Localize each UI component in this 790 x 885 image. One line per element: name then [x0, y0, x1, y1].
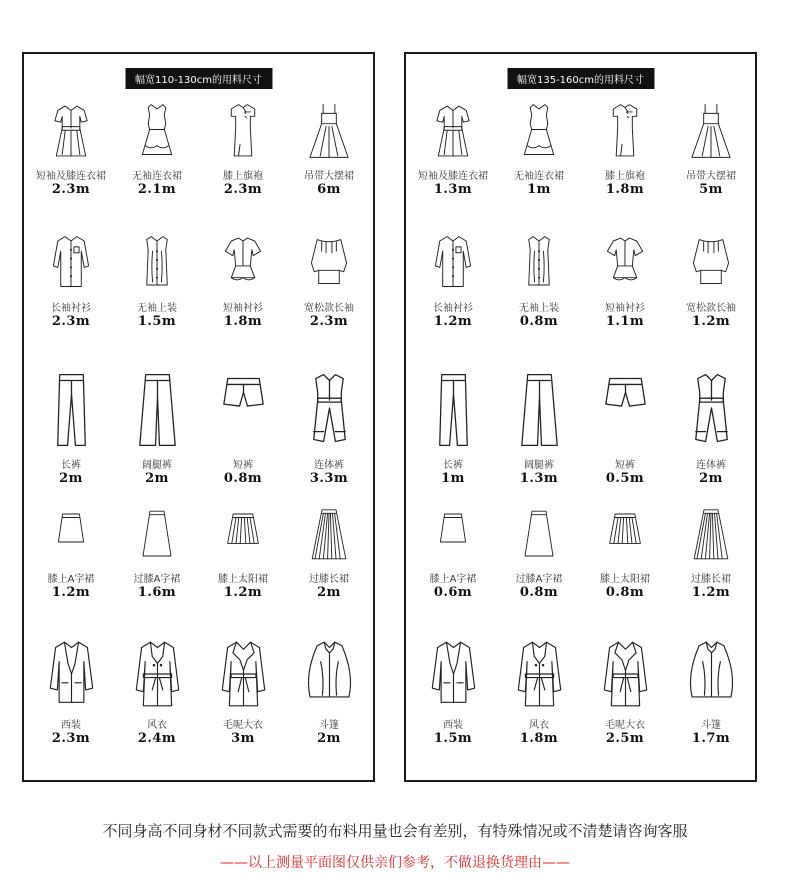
garment-item	[114, 229, 200, 329]
garment-item	[496, 634, 582, 746]
garment-name: 连体裤	[314, 460, 344, 471]
garment-name: 无袖连衣裙	[132, 171, 182, 182]
garment-name: 长袖衬衫	[51, 303, 91, 314]
fabric-amount: 0.8m	[223, 471, 263, 486]
garment-name: 风衣	[529, 720, 549, 731]
short-sleeve-blouse-icon	[603, 229, 647, 297]
garment-name: 膝上A字裙	[429, 574, 477, 585]
garment-name: 无袖上装	[519, 303, 559, 314]
garment-name: 无袖连衣裙	[514, 171, 564, 182]
long-sleeve-shirt-icon	[49, 229, 93, 297]
garment-item	[286, 634, 372, 746]
fabric-amount: 2.4m	[137, 731, 177, 746]
garment-item	[668, 97, 754, 197]
fabric-amount: 0.8m	[519, 314, 559, 329]
suit-jacket-icon	[427, 634, 480, 714]
garment-item	[496, 366, 582, 486]
fabric-amount: 1.8m	[223, 314, 263, 329]
sleeveless-dress-icon	[135, 97, 179, 165]
fabric-amount: 1.3m	[433, 182, 473, 197]
fabric-amount: 1m	[441, 471, 465, 486]
fabric-amount: 1.8m	[605, 182, 645, 197]
a-line-skirt-short-icon	[50, 502, 92, 568]
pleated-skirt-short-icon	[604, 502, 646, 568]
fabric-panel-135-160	[404, 52, 757, 782]
garment-item	[496, 502, 582, 600]
fabric-amount: 1.5m	[433, 731, 473, 746]
fabric-amount: 2m	[317, 731, 341, 746]
garment-item	[286, 97, 372, 197]
fabric-amount: 3m	[231, 731, 255, 746]
strap-maxi-dress-icon	[307, 97, 351, 165]
long-pants-icon	[424, 366, 483, 454]
pleated-skirt-long-icon	[690, 502, 732, 568]
fabric-amount: 2.3m	[51, 731, 91, 746]
pleated-skirt-short-icon	[222, 502, 264, 568]
fabric-amount: 2.3m	[309, 314, 349, 329]
garment-item	[582, 366, 668, 486]
garment-name: 斗篷	[319, 720, 339, 731]
wide-leg-pants-icon	[128, 366, 187, 454]
fabric-amount: 1.6m	[137, 585, 177, 600]
fabric-amount: 5m	[699, 182, 723, 197]
garment-item	[28, 229, 114, 329]
sleeveless-top-icon	[135, 229, 179, 297]
fabric-amount: 2m	[145, 471, 169, 486]
cape-icon	[685, 634, 738, 714]
wide-leg-pants-icon	[510, 366, 569, 454]
garment-name: 西装	[443, 720, 463, 731]
shorts-icon	[596, 366, 655, 454]
garment-item	[286, 366, 372, 486]
fabric-amount: 2.5m	[605, 731, 645, 746]
fabric-amount: 2.3m	[51, 182, 91, 197]
garment-name: 长裤	[443, 460, 463, 471]
shorts-icon	[214, 366, 273, 454]
cape-icon	[303, 634, 356, 714]
garment-item	[114, 366, 200, 486]
suit-jacket-icon	[45, 634, 98, 714]
strap-maxi-dress-icon	[689, 97, 733, 165]
garment-item	[582, 634, 668, 746]
garment-name: 连体裤	[696, 460, 726, 471]
garment-item	[200, 97, 286, 197]
garment-item	[582, 229, 668, 329]
a-line-skirt-long-icon	[518, 502, 560, 568]
fabric-amount: 1.2m	[51, 585, 91, 600]
fabric-amount: 1.8m	[519, 731, 559, 746]
fabric-amount: 0.6m	[433, 585, 473, 600]
garment-name: 短裤	[233, 460, 253, 471]
short-sleeve-knee-dress-icon	[49, 97, 93, 165]
fabric-amount: 1.7m	[691, 731, 731, 746]
garment-item	[668, 366, 754, 486]
garment-name: 短裤	[615, 460, 635, 471]
garment-item	[286, 229, 372, 329]
garment-item	[114, 634, 200, 746]
garment-item	[668, 502, 754, 600]
disclaimer-note: 不同身高不同身材不同款式需要的布料用量也会有差别，有特殊情况或不清楚请咨询客服	[102, 822, 688, 840]
garment-name: 阔腿裤	[524, 460, 554, 471]
garment-item	[410, 97, 496, 197]
a-line-skirt-short-icon	[432, 502, 474, 568]
wool-coat-icon	[217, 634, 270, 714]
short-sleeve-knee-dress-icon	[431, 97, 475, 165]
short-sleeve-blouse-icon	[221, 229, 265, 297]
garment-item	[28, 97, 114, 197]
garment-item	[286, 502, 372, 600]
garment-name: 吊带大摆裙	[304, 171, 354, 182]
garment-item	[200, 366, 286, 486]
garment-name: 过膝长裙	[691, 574, 731, 585]
sleeveless-dress-icon	[517, 97, 561, 165]
fabric-amount: 2m	[59, 471, 83, 486]
fabric-panel-110-130	[22, 52, 375, 782]
garment-name: 阔腿裤	[142, 460, 172, 471]
garment-item	[496, 229, 582, 329]
garment-item	[496, 97, 582, 197]
garment-name: 西装	[61, 720, 81, 731]
fabric-amount: 1.2m	[691, 314, 731, 329]
long-pants-icon	[42, 366, 101, 454]
garment-item	[582, 502, 668, 600]
garment-name: 膝上太阳裙	[218, 574, 268, 585]
fabric-amount: 0.5m	[605, 471, 645, 486]
garment-name: 过膝A字裙	[133, 574, 181, 585]
garment-name: 风衣	[147, 720, 167, 731]
garment-item	[582, 97, 668, 197]
long-sleeve-shirt-icon	[431, 229, 475, 297]
garment-item	[410, 502, 496, 600]
panel-header: 幅宽135-160cm的用料尺寸	[507, 68, 654, 89]
garment-name: 斗篷	[701, 720, 721, 731]
fabric-amount: 1.2m	[433, 314, 473, 329]
fabric-amount: 1.3m	[519, 471, 559, 486]
a-line-skirt-long-icon	[136, 502, 178, 568]
garment-item	[114, 502, 200, 600]
garment-name: 长袖衬衫	[433, 303, 473, 314]
fabric-amount: 2m	[699, 471, 723, 486]
garment-name: 膝上旗袍	[605, 171, 645, 182]
garment-item	[200, 229, 286, 329]
garment-item	[410, 229, 496, 329]
pleated-skirt-long-icon	[308, 502, 350, 568]
loose-long-sleeve-icon	[307, 229, 351, 297]
garment-name: 膝上A字裙	[47, 574, 95, 585]
garment-name: 吊带大摆裙	[686, 171, 736, 182]
garment-name: 短袖衬衫	[605, 303, 645, 314]
garment-item	[410, 634, 496, 746]
garment-item	[28, 634, 114, 746]
fabric-amount: 3.3m	[309, 471, 349, 486]
garment-name: 毛呢大衣	[605, 720, 645, 731]
trench-coat-icon	[131, 634, 184, 714]
garment-item	[28, 366, 114, 486]
garment-name: 短袖及膝连衣裙	[36, 171, 106, 182]
garment-item	[114, 97, 200, 197]
fabric-amount: 2m	[317, 585, 341, 600]
garment-name: 毛呢大衣	[223, 720, 263, 731]
fabric-amount: 1.2m	[691, 585, 731, 600]
garment-item	[200, 502, 286, 600]
fabric-amount: 1.1m	[605, 314, 645, 329]
panel-header: 幅宽110-130cm的用料尺寸	[125, 68, 272, 89]
jumpsuit-icon	[300, 366, 359, 454]
garment-item	[668, 229, 754, 329]
garment-name: 宽松款长袖	[304, 303, 354, 314]
fabric-amount: 2.3m	[223, 182, 263, 197]
garment-name: 无袖上装	[137, 303, 177, 314]
garment-name: 宽松款长袖	[686, 303, 736, 314]
garment-item	[28, 502, 114, 600]
reference-note: ——以上测量平面图仅供亲们参考，不做退换货理由——	[220, 855, 570, 871]
garment-name: 短袖及膝连衣裙	[418, 171, 488, 182]
garment-name: 过膝A字裙	[515, 574, 563, 585]
garment-name: 膝上旗袍	[223, 171, 263, 182]
garment-name: 过膝长裙	[309, 574, 349, 585]
garment-name: 短袖衬衫	[223, 303, 263, 314]
garment-name: 膝上太阳裙	[600, 574, 650, 585]
garment-item	[410, 366, 496, 486]
jumpsuit-icon	[682, 366, 741, 454]
fabric-amount: 0.8m	[605, 585, 645, 600]
fabric-amount: 6m	[317, 182, 341, 197]
qipao-icon	[603, 97, 647, 165]
garment-item	[668, 634, 754, 746]
garment-item	[200, 634, 286, 746]
fabric-amount: 1m	[527, 182, 551, 197]
fabric-amount: 1.2m	[223, 585, 263, 600]
garment-name: 长裤	[61, 460, 81, 471]
sleeveless-top-icon	[517, 229, 561, 297]
loose-long-sleeve-icon	[689, 229, 733, 297]
fabric-amount: 2.1m	[137, 182, 177, 197]
wool-coat-icon	[599, 634, 652, 714]
fabric-amount: 2.3m	[51, 314, 91, 329]
trench-coat-icon	[513, 634, 566, 714]
fabric-amount: 1.5m	[137, 314, 177, 329]
fabric-amount: 0.8m	[519, 585, 559, 600]
qipao-icon	[221, 97, 265, 165]
